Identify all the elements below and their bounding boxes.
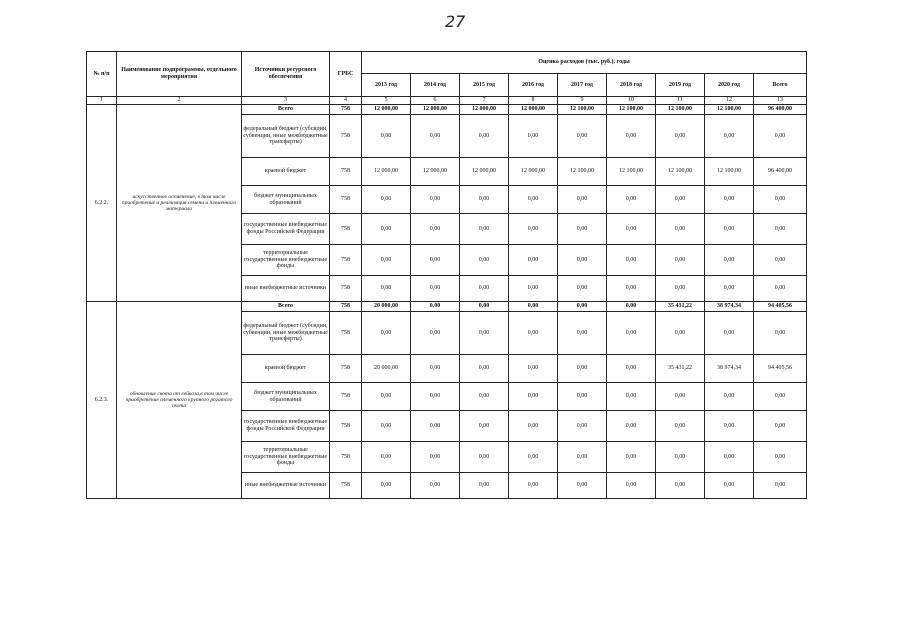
year-value: 0,00	[705, 442, 754, 473]
grbs-code: 758	[330, 186, 362, 214]
section-number: 6.2.3.	[87, 302, 117, 499]
total-value: 0,00	[754, 383, 807, 411]
year-value: 0,00	[607, 355, 656, 383]
header-estimate: Оценка расходов (тыс. руб.), годы	[362, 52, 807, 74]
year-value: 0,00	[558, 186, 607, 214]
header-year: 2016 год	[509, 74, 558, 97]
year-value: 0,00	[362, 411, 411, 442]
year-value: 0,00	[558, 276, 607, 302]
section-number: 6.2.2.	[87, 105, 117, 302]
column-number: 11	[656, 97, 705, 105]
total-value: 96 400,00	[754, 158, 807, 186]
funding-source: государственные внебюджетные фонды Российской Федерации	[242, 214, 330, 245]
year-value: 0,00	[411, 442, 460, 473]
header-year: 2013 год	[362, 74, 411, 97]
year-value: 0,00	[362, 442, 411, 473]
year-value: 0,00	[607, 276, 656, 302]
year-value: 0,00	[460, 355, 509, 383]
year-value: 12 100,00	[705, 158, 754, 186]
total-value: 94 405,56	[754, 302, 807, 312]
total-value: 0,00	[754, 312, 807, 355]
grbs-code: 758	[330, 411, 362, 442]
funding-source: федеральный бюджет (субсидии, субвенции, иные межбюджетные трансферты)	[242, 312, 330, 355]
year-value: 12 100,00	[607, 105, 656, 115]
year-value: 0,00	[460, 214, 509, 245]
grbs-code: 758	[330, 115, 362, 158]
funding-source: иные внебюджетные источники	[242, 473, 330, 499]
year-value: 0,00	[460, 186, 509, 214]
year-value: 0,00	[411, 383, 460, 411]
year-value: 0,00	[362, 214, 411, 245]
year-value: 0,00	[362, 115, 411, 158]
header-grbs: ГРБС	[330, 52, 362, 97]
total-row	[87, 105, 807, 115]
column-number: 10	[607, 97, 656, 105]
year-value: 12 100,00	[558, 105, 607, 115]
year-value: 0,00	[607, 383, 656, 411]
year-value: 0,00	[509, 245, 558, 276]
section-name: искусственное осеменение, в том числе приобретение и реализация семени и племенного материала	[117, 105, 242, 302]
year-value: 0,00	[705, 276, 754, 302]
funding-source: краевой бюджет	[242, 355, 330, 383]
year-value: 12 000,00	[411, 105, 460, 115]
total-value: 96 400,00	[754, 105, 807, 115]
year-value: 12 000,00	[411, 158, 460, 186]
funding-source: федеральный бюджет (субсидии, субвенции, иные межбюджетные трансферты)	[242, 115, 330, 158]
year-value: 0,00	[411, 312, 460, 355]
total-value: 0,00	[754, 276, 807, 302]
funding-source: краевой бюджет	[242, 158, 330, 186]
year-value: 0,00	[411, 245, 460, 276]
year-value: 0,00	[656, 276, 705, 302]
column-number: 3	[242, 97, 330, 105]
year-value: 0,00	[411, 355, 460, 383]
year-value: 0,00	[362, 245, 411, 276]
year-value: 0,00	[656, 245, 705, 276]
grbs-code: 758	[330, 245, 362, 276]
year-value: 0,00	[411, 214, 460, 245]
year-value: 20 000,00	[362, 302, 411, 312]
year-value: 0,00	[411, 302, 460, 312]
year-value: 0,00	[509, 383, 558, 411]
grbs-code: 758	[330, 312, 362, 355]
year-value: 0,00	[509, 312, 558, 355]
grbs-code: 758	[330, 105, 362, 115]
year-value: 0,00	[362, 276, 411, 302]
header-year: 2014 год	[411, 74, 460, 97]
funding-source: бюджет муниципальных образований	[242, 186, 330, 214]
header-no: № п/п	[87, 52, 117, 97]
column-number: 12	[705, 97, 754, 105]
column-number: 5	[362, 97, 411, 105]
funding-source: бюджет муниципальных образований	[242, 383, 330, 411]
total-value: 0,00	[754, 473, 807, 499]
column-number: 4	[330, 97, 362, 105]
funding-source: территориальные государственные внебюджетные фонды	[242, 442, 330, 473]
year-value: 0,00	[705, 312, 754, 355]
header-name: Наименование подпрограммы, отдельного мероприятия	[117, 52, 242, 97]
year-value: 0,00	[509, 355, 558, 383]
year-value: 0,00	[460, 276, 509, 302]
year-value: 12 100,00	[558, 158, 607, 186]
header-year: 2019 год	[656, 74, 705, 97]
year-value: 0,00	[656, 312, 705, 355]
year-value: 0,00	[411, 276, 460, 302]
year-value: 0,00	[411, 473, 460, 499]
header-year: 2017 год	[558, 74, 607, 97]
year-value: 0,00	[607, 302, 656, 312]
year-value: 0,00	[705, 411, 754, 442]
grbs-code: 758	[330, 214, 362, 245]
year-value: 0,00	[509, 214, 558, 245]
year-value: 12 000,00	[509, 158, 558, 186]
grbs-code: 758	[330, 383, 362, 411]
year-value: 0,00	[558, 245, 607, 276]
year-value: 0,00	[411, 186, 460, 214]
year-value: 38 974,34	[705, 355, 754, 383]
year-value: 20 000,00	[362, 355, 411, 383]
column-number: 6	[411, 97, 460, 105]
header-total: Всего	[754, 74, 807, 97]
year-value: 0,00	[558, 442, 607, 473]
grbs-code: 758	[330, 158, 362, 186]
year-value: 0,00	[607, 442, 656, 473]
grbs-code: 758	[330, 473, 362, 499]
grbs-code: 758	[330, 302, 362, 312]
column-number: 13	[754, 97, 807, 105]
grbs-code: 758	[330, 442, 362, 473]
year-value: 12 000,00	[460, 158, 509, 186]
year-value: 0,00	[460, 312, 509, 355]
year-value: 0,00	[607, 214, 656, 245]
year-value: 0,00	[558, 383, 607, 411]
column-number: 7	[460, 97, 509, 105]
year-value: 0,00	[705, 473, 754, 499]
year-value: 0,00	[460, 383, 509, 411]
year-value: 0,00	[656, 383, 705, 411]
total-value: 0,00	[754, 442, 807, 473]
year-value: 0,00	[362, 312, 411, 355]
year-value: 0,00	[460, 245, 509, 276]
year-value: 0,00	[607, 473, 656, 499]
year-value: 0,00	[509, 186, 558, 214]
year-value: 12 100,00	[607, 158, 656, 186]
year-value: 0,00	[460, 442, 509, 473]
year-value: 0,00	[607, 186, 656, 214]
year-value: 35 431,22	[656, 355, 705, 383]
year-value: 0,00	[509, 115, 558, 158]
year-value: 12 000,00	[362, 105, 411, 115]
funding-source: Всего	[242, 105, 330, 115]
column-number: 1	[87, 97, 117, 105]
year-value: 0,00	[362, 473, 411, 499]
year-value: 0,00	[509, 276, 558, 302]
funding-source: иные внебюджетные источники	[242, 276, 330, 302]
year-value: 0,00	[362, 186, 411, 214]
expense-table	[86, 51, 807, 499]
year-value: 0,00	[656, 411, 705, 442]
grbs-code: 758	[330, 355, 362, 383]
year-value: 12 000,00	[362, 158, 411, 186]
funding-source: территориальные государственные внебюджетные фонды	[242, 245, 330, 276]
section-name: обновление скота от лейкоза,в том числе приобретение племенного крупного рогатого скота	[117, 302, 242, 499]
year-value: 12 100,00	[656, 105, 705, 115]
grbs-code: 758	[330, 276, 362, 302]
year-value: 0,00	[705, 245, 754, 276]
funding-source: Всего	[242, 302, 330, 312]
year-value: 0,00	[558, 355, 607, 383]
year-value: 0,00	[411, 411, 460, 442]
year-value: 12 000,00	[509, 105, 558, 115]
year-value: 12 100,00	[705, 105, 754, 115]
year-value: 0,00	[607, 411, 656, 442]
year-value: 0,00	[558, 214, 607, 245]
year-value: 0,00	[607, 312, 656, 355]
total-value: 0,00	[754, 411, 807, 442]
year-value: 0,00	[705, 115, 754, 158]
total-value: 94 405,56	[754, 355, 807, 383]
year-value: 0,00	[607, 115, 656, 158]
header-year: 2018 год	[607, 74, 656, 97]
total-value: 0,00	[754, 214, 807, 245]
total-value: 0,00	[754, 115, 807, 158]
column-number: 8	[509, 97, 558, 105]
year-value: 12 100,00	[656, 158, 705, 186]
year-value: 0,00	[705, 186, 754, 214]
year-value: 12 000,00	[460, 105, 509, 115]
year-value: 0,00	[558, 411, 607, 442]
year-value: 0,00	[705, 214, 754, 245]
year-value: 0,00	[607, 245, 656, 276]
year-value: 0,00	[411, 115, 460, 158]
year-value: 0,00	[362, 383, 411, 411]
year-value: 0,00	[656, 473, 705, 499]
year-value: 0,00	[656, 442, 705, 473]
year-value: 0,00	[509, 411, 558, 442]
year-value: 35 431,22	[656, 302, 705, 312]
year-value: 0,00	[460, 302, 509, 312]
year-value: 0,00	[460, 411, 509, 442]
year-value: 0,00	[558, 302, 607, 312]
column-number: 9	[558, 97, 607, 105]
total-row	[87, 302, 807, 312]
year-value: 0,00	[509, 302, 558, 312]
year-value: 0,00	[656, 214, 705, 245]
funding-source: государственные внебюджетные фонды Российской Федерации	[242, 411, 330, 442]
year-value: 0,00	[509, 473, 558, 499]
year-value: 0,00	[558, 312, 607, 355]
header-year: 2015 год	[460, 74, 509, 97]
year-value: 0,00	[656, 115, 705, 158]
header-source: Источники ресурсного обеспечения	[242, 52, 330, 97]
year-value: 0,00	[509, 442, 558, 473]
year-value: 0,00	[558, 473, 607, 499]
column-number: 2	[117, 97, 242, 105]
total-value: 0,00	[754, 245, 807, 276]
year-value: 0,00	[460, 473, 509, 499]
year-value: 38 974,34	[705, 302, 754, 312]
total-value: 0,00	[754, 186, 807, 214]
year-value: 0,00	[705, 383, 754, 411]
year-value: 0,00	[460, 115, 509, 158]
year-value: 0,00	[656, 186, 705, 214]
column-number-row	[87, 97, 807, 105]
year-value: 0,00	[558, 115, 607, 158]
page-number: 27	[445, 12, 466, 31]
header-year: 2020 год	[705, 74, 754, 97]
